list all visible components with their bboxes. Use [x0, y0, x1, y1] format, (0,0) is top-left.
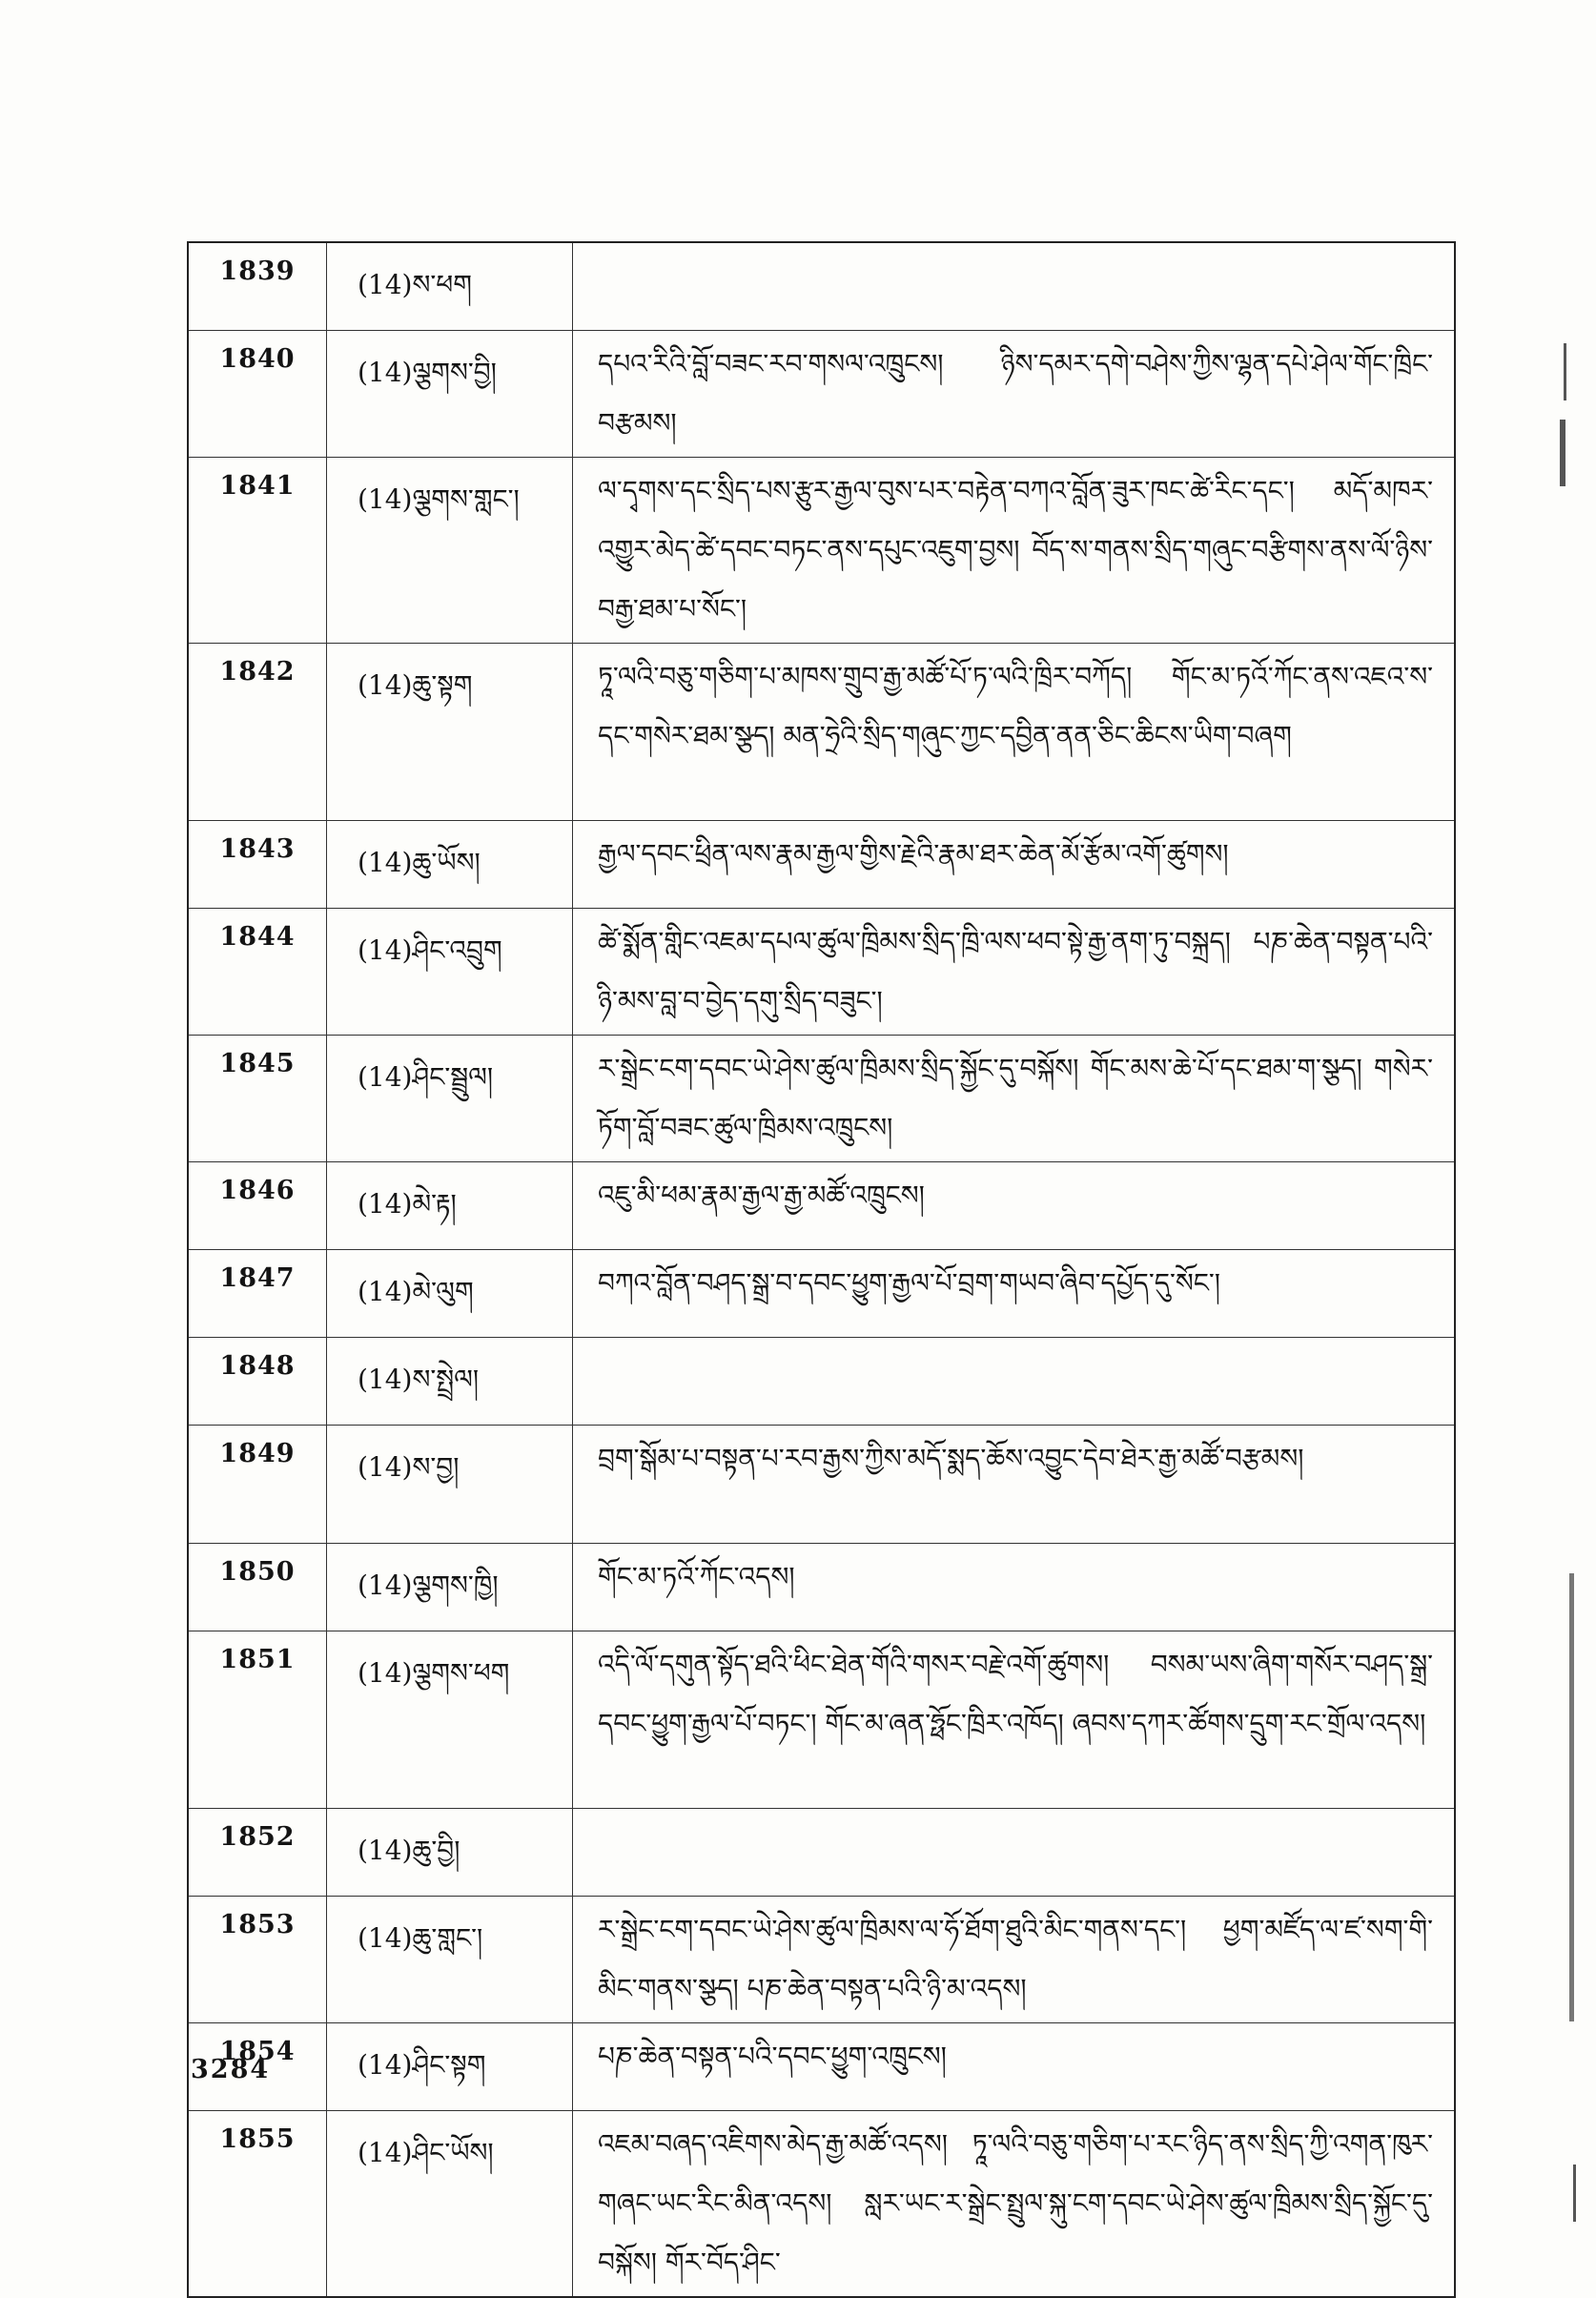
table-row [188, 821, 1455, 909]
year-number: 1843 [188, 821, 327, 909]
event-text: ལ་དྭགས་དང་སྲིད་པས་རྩུར་རྒྱལ་བུས་པར་བརྟེན་བཀའ་བློན་ཟུར་ཁང་ཚེ་རིང་དང་། མདོ་མཁར་འགྱུར་མེད་ཚེ་དབང་བཏང་ནས་དཔུང་འཇུག་བྱས། བོད་ས་གནས་སྲིད་གཞུང་བརྩིགས་ནས་ལོ་ཉིས་བརྒྱ་ཐམ་པ་སོང་། [573, 458, 1456, 644]
table-row [188, 2111, 1455, 2298]
event-text: དཔའ་རིའི་བློ་བཟང་རབ་གསལ་འཁྲུངས། ཉིས་དམར་དགེ་བཤེས་ཀྱིས་ལྷན་དཔེ་ཤེལ་གོང་ཁྲིང་བརྩམས། [573, 331, 1456, 458]
year-label: (14)ལྕགས་བྱི། [327, 331, 573, 458]
event-text: བཀའ་བློན་བཤད་སྒྲ་བ་དབང་ཕྱུག་རྒྱལ་པོ་བྲག་གཡབ་ཞིབ་དཔྱོད་དུ་སོང་། [573, 1250, 1456, 1338]
year-number: 1845 [188, 1036, 327, 1162]
event-text: ར་སྒྲེང་ངག་དབང་ཡེ་ཤེས་ཚུལ་ཁྲིམས་ལ་ཧོ་ཐོག་ཐུའི་མིང་གནས་དང་། ཕྱག་མཛོད་ལ་ཛ་སག་གི་མིང་གནས་སྩད། པཎ་ཆེན་བསྟན་པའི་ཉི་མ་འདས། [573, 1897, 1456, 2023]
year-number: 1846 [188, 1162, 327, 1250]
year-number: 1839 [188, 242, 327, 331]
page-number: 3284 [191, 2055, 271, 2084]
table-row [188, 1809, 1455, 1897]
table-row [188, 644, 1455, 821]
event-text: འཇམ་བཞད་འཇིགས་མེད་རྒྱ་མཚོ་འདས། ཏཱ་ལའི་བཅུ་གཅིག་པ་རང་ཉིད་ནས་སྲིད་ཀྱི་འགན་ཁུར་གཞང་ཡང་རིང་མིན་འདས། སླར་ཡང་ར་སྒྲེང་སྤྲུལ་སྐུ་ངག་དབང་ཡེ་ཤེས་ཚུལ་ཁྲིམས་སྲིད་སྐྱོང་དུ་བསྐོས། གོར་བོད་ཤིང་ [573, 2111, 1456, 2298]
event-text [573, 1338, 1456, 1426]
table-row [188, 2023, 1455, 2111]
event-text [573, 1809, 1456, 1897]
chronology-table [187, 241, 1456, 2298]
table-row [188, 1897, 1455, 2023]
event-text: གོང་མ་ཏའོ་ཀོང་འདས། [573, 1544, 1456, 1631]
year-number: 1841 [188, 458, 327, 644]
scan-edge-mark [1560, 420, 1565, 486]
year-number: 1848 [188, 1338, 327, 1426]
table-row [188, 331, 1455, 458]
year-number: 1849 [188, 1426, 327, 1544]
year-number: 1850 [188, 1544, 327, 1631]
year-label: (14)ས་སྤྲེལ། [327, 1338, 573, 1426]
year-label: (14)ལྕགས་ཁྱི། [327, 1544, 573, 1631]
event-text: ར་སྒྲེང་ངག་དབང་ཡེ་ཤེས་ཚུལ་ཁྲིམས་སྲིད་སྐྱོང་དུ་བསྐོས། གོང་མས་ཆེ་པོ་དང་ཐམ་ག་སྩད། གསེར་ཏོག་བློ་བཟང་ཚུལ་ཁྲིམས་འཁྲུངས། [573, 1036, 1456, 1162]
table-row [188, 909, 1455, 1036]
table-row [188, 1631, 1455, 1809]
year-label: (14)ཤིང་སྟག [327, 2023, 573, 2111]
year-number: 1844 [188, 909, 327, 1036]
event-text [573, 242, 1456, 331]
year-number: 1852 [188, 1809, 327, 1897]
event-text: འདི་ལོ་དགུན་སྟོད་ཐའི་ཕིང་ཐེན་གོའི་གསར་བརྗེ་འགོ་ཚུགས། བསམ་ཡས་ཞིག་གསོར་བཤད་སྒྲ་དབང་ཕྱུག་རྒྱལ་པོ་བཏང་། གོང་མ་ཞན་ཧྥོང་ཁྲིར་འཁོད། ཞབས་དཀར་ཚོགས་དྲུག་རང་གྲོལ་འདས། [573, 1631, 1456, 1809]
scan-edge-mark [1569, 1573, 1574, 2021]
year-number: 1853 [188, 1897, 327, 2023]
year-label: (14)ས་ཕག [327, 242, 573, 331]
year-number: 1855 [188, 2111, 327, 2298]
year-label: (14)ཤིང་ཡོས། [327, 2111, 573, 2298]
event-text: ཚེ་སྨོན་གླིང་འཇམ་དཔལ་ཚུལ་ཁྲིམས་སྲིད་ཁྲི་ལས་ཕབ་སྟེ་རྒྱ་ནག་ཏུ་བསྐྲད། པཎ་ཆེན་བསྟན་པའི་ཉི་མས་བླ་བ་བྱེད་དགུ་སྲིད་བཟུང་། [573, 909, 1456, 1036]
event-text: རྒྱལ་དབང་ཕྲིན་ལས་རྣམ་རྒྱལ་གྱིས་རྗེའི་རྣམ་ཐར་ཆེན་མོ་རྩོམ་འགོ་ཚུགས། [573, 821, 1456, 909]
event-text: འཇུ་མི་ཕམ་རྣམ་རྒྱལ་རྒྱ་མཚོ་འཁྲུངས། [573, 1162, 1456, 1250]
year-number: 1847 [188, 1250, 327, 1338]
scan-edge-mark [1573, 2165, 1576, 2222]
table-row [188, 458, 1455, 644]
year-number: 1840 [188, 331, 327, 458]
table-row [188, 1162, 1455, 1250]
year-label: (14)ཤིང་འབྲུག [327, 909, 573, 1036]
scan-edge-mark [1564, 343, 1566, 400]
year-number: 1851 [188, 1631, 327, 1809]
table-row [188, 1338, 1455, 1426]
table-row [188, 1250, 1455, 1338]
year-label: (14)ཤིང་སྦྲུལ། [327, 1036, 573, 1162]
table-row [188, 1036, 1455, 1162]
year-label: (14)ལྕགས་ཕག [327, 1631, 573, 1809]
year-label: (14)ཆུ་བྱི། [327, 1809, 573, 1897]
year-label: (14)ས་བྱ། [327, 1426, 573, 1544]
event-text: བྲག་སྒོམ་པ་བསྟན་པ་རབ་རྒྱས་ཀྱིས་མདོ་སྨད་ཆོས་འབྱུང་དེབ་ཐེར་རྒྱ་མཚོ་བརྩམས། [573, 1426, 1456, 1544]
year-label: (14)ཆུ་སྟག [327, 644, 573, 821]
event-text: ཏཱ་ལའི་བཅུ་གཅིག་པ་མཁས་གྲུབ་རྒྱ་མཚོ་པོ་ཏ་ལའི་ཁྲིར་བཀོད། གོང་མ་ཏའོ་ཀོང་ནས་འཇའ་ས་དང་གསེར་ཐམ་སྩད། མན་ཧྲེའི་སྲིད་གཞུང་ཀྱང་དབྱིན་ནན་ཅིང་ཆིངས་ཡིག་བཞག [573, 644, 1456, 821]
year-number: 1854 [188, 2023, 327, 2111]
year-number: 1842 [188, 644, 327, 821]
year-label: (14)མེ་རྟ། [327, 1162, 573, 1250]
year-label: (14)ལྕགས་གླང་། [327, 458, 573, 644]
table-row [188, 1544, 1455, 1631]
table-row [188, 242, 1455, 331]
event-text: པཎ་ཆེན་བསྟན་པའི་དབང་ཕྱུག་འཁྲུངས། [573, 2023, 1456, 2111]
year-label: (14)ཆུ་ཡོས། [327, 821, 573, 909]
table-row [188, 1426, 1455, 1544]
year-label: (14)མེ་ལུག [327, 1250, 573, 1338]
year-label: (14)ཆུ་གླང་། [327, 1897, 573, 2023]
